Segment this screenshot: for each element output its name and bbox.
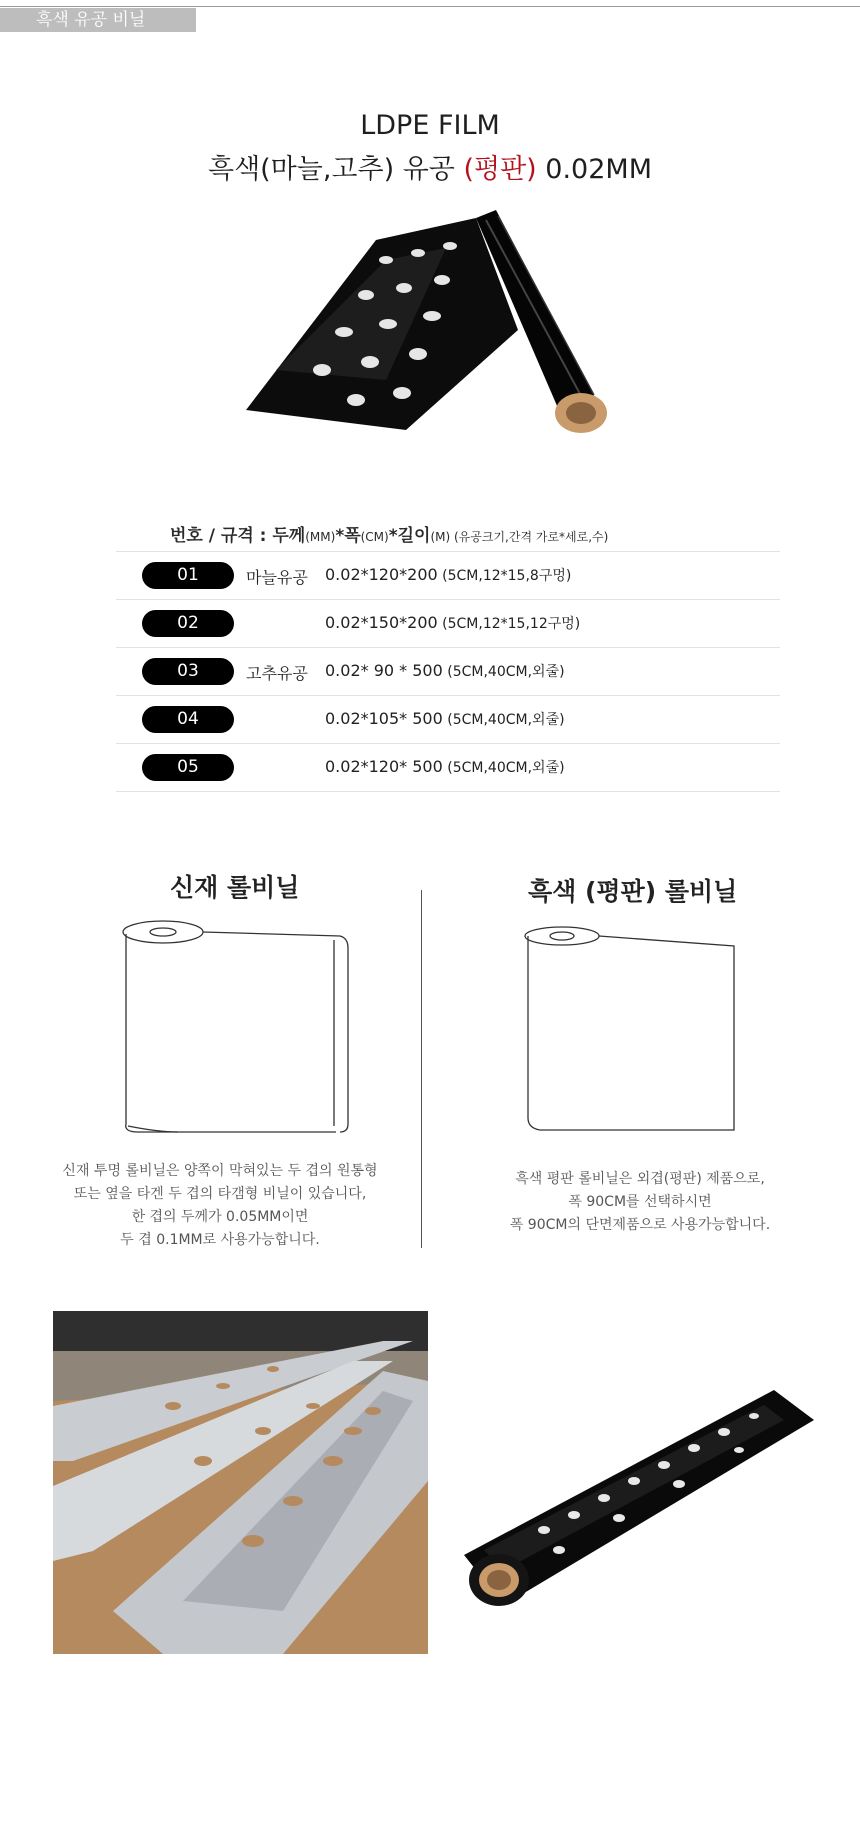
row-number-badge: 03 [142,658,234,685]
flat-roll-diagram [524,924,744,1142]
tube-roll-diagram [118,918,354,1140]
spec-value: 0.02* 90 * 500 (5CM,40CM,외줄) [325,661,565,680]
black-film-roll-closeup-image [444,1380,824,1625]
spec-value: 0.02*150*200 (5CM,12*15,12구멍) [325,613,581,632]
spec-row [116,600,780,648]
top-divider [0,6,860,7]
spec-table-header: 번호 / 규격 : 두께(MM)*폭(CM)*길이(M) (유공크기,간격 가로*세로,수) [170,526,609,546]
product-title-en: LDPE FILM [360,110,500,141]
spec-row [116,744,780,792]
product-title-kr: 흑색(마늘,고추) 유공 (평판) 0.02MM [207,154,652,185]
row-number-badge: 05 [142,754,234,781]
black-film-roll-image [246,210,618,435]
spec-value: 0.02*105* 500 (5CM,40CM,외줄) [325,709,565,728]
section-divider [421,890,422,1248]
spec-type: 고추유공 [246,664,308,683]
new-roll-description: 신재 투명 롤비닐은 양쪽이 막혀있는 두 겹의 원통형 또는 옆을 타겐 두 겹의 타갬형 비닐이 있습니다, 한 겹의 두께가 0.05MM이면 두 겹 0.1MM로 사용가능합니다. [62,1163,378,1248]
spec-value: 0.02*120*200 (5CM,12*15,8구멍) [325,565,572,584]
row-number-badge: 01 [142,562,234,589]
spec-row [116,696,780,744]
row-number-badge: 04 [142,706,234,733]
spec-row [116,648,780,696]
spec-type: 마늘유공 [246,568,308,587]
row-number-badge: 02 [142,610,234,637]
field-mulching-photo [53,1311,428,1654]
spec-value: 0.02*120* 500 (5CM,40CM,외줄) [325,757,565,776]
category-tag: 흑색 유공 비닐 [0,8,196,32]
black-roll-title: 흑색 (평판) 롤비닐 [528,877,738,906]
spec-row [116,552,780,600]
title-highlight: (평판) [463,154,537,185]
new-roll-title: 신재 롤비닐 [170,873,300,902]
black-roll-description: 흑색 평판 롤비닐은 외겹(평판) 제품으로, 폭 90CM를 선택하시면 폭 90CM의 단면제품으로 사용가능합니다. [509,1171,771,1233]
